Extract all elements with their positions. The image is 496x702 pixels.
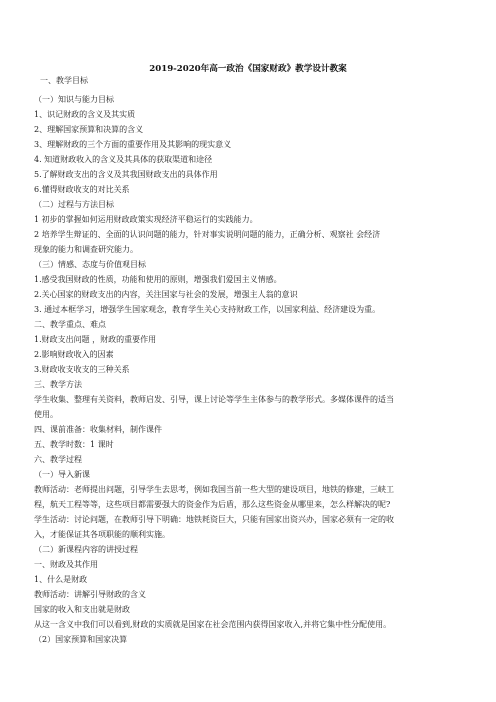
paragraph-line: 学生活动：讨论问题，在教师引导下明确：地铁耗资巨大，只能有国家出资兴办，国家必须有一定的收 [34, 515, 394, 524]
section-heading: 一、财政及其作用 [34, 560, 98, 569]
section-heading: 六、教学过程 [34, 455, 82, 464]
list-item: 1.感受我国财政的性质，功能和使用的原则，增强我们爱国主义情感。 [34, 275, 282, 284]
paragraph-line: 从这一含义中我们可以看到,财政的实质就是国家在社会范围内获得国家收入,并将它集中性分配使用。 [34, 620, 392, 629]
list-item: 1.财政支出问题 ，财政的重要作用 [34, 335, 157, 344]
list-item: 1、识记财政的含义及其实质 [34, 110, 136, 119]
paragraph-line: 现象的能力和调查研究能力。 [34, 245, 138, 254]
list-item: 3. 通过本框学习，增强学生国家观念，教育学生关心支持财政工作，以国家利益、经济建设为重。 [34, 305, 381, 314]
section-heading: 一、教学目标 [40, 76, 88, 85]
paragraph-line: 使用。 [34, 410, 58, 419]
list-item: 2.影响财政收入的因素 [34, 350, 114, 359]
section-heading: 五、教学时数：1 课时 [34, 440, 114, 449]
subsection-heading: （2）国家预算和国家决算 [34, 635, 128, 644]
section-heading: 三、教学方法 [34, 380, 82, 389]
list-item: 1 初步的掌握如何运用财政政策实现经济平稳运行的实践能力。 [34, 215, 258, 224]
list-item: 1、什么是财政 [34, 575, 88, 584]
paragraph-line: 学生收集、整理有关资料，教师启发、引导，课上讨论等学生主体参与的教学形式。多媒体课件的适当 [34, 395, 394, 404]
list-item: 2.关心国家的财政支出的内容，关注国家与社会的发展，增强主人翁的意识 [34, 290, 298, 299]
list-item: 4. 知道财政收入的含义及其具体的获取渠道和途径 [34, 155, 213, 164]
list-item: 3、理解财政的三个方面的重要作用及其影响的现实意义 [34, 140, 232, 149]
list-item: 5.了解财政支出的含义及其我国财政支出的具体作用 [34, 170, 218, 179]
paragraph-line: 教师活动：老师提出问题，引导学生去思考，例如我国当前一些大型的建设项目，地铁的修建，三峡工 [34, 485, 394, 494]
list-item: 2、理解国家预算和决算的含义 [34, 125, 144, 134]
paragraph-line: 教师活动：讲解引导财政的含义 [34, 590, 146, 599]
document-title: 2019-2020年高一政治《国家财政》教学设计教案 [149, 64, 347, 74]
paragraph-line: 国家的收入和支出就是财政 [34, 605, 130, 614]
subsection-heading: （三）情感、态度与价值观目标 [34, 260, 146, 269]
list-item: 2 培养学生辩证的、全面的认识问题的能力，针对事实说明问题的能力，正确分析、观察社 会经济 [34, 230, 381, 239]
list-item: 3.财政收支收支的三种关系 [34, 365, 130, 374]
subsection-heading: （二）过程与方法目标 [34, 200, 114, 209]
subsection-heading: （一）导入新课 [34, 470, 90, 479]
paragraph-line: 程，航天工程等等，这些项目都需要强大的资金作为后盾，那么这些资金从哪里来，怎么样解决的呢? [34, 500, 391, 509]
subsection-heading: （一）知识与能力目标 [34, 95, 114, 104]
paragraph-line: 入，才能保证其各项职能的顺利实施。 [34, 530, 170, 539]
section-heading: 二、教学重点、难点 [34, 320, 106, 329]
subsection-heading: （二）新课程内容的讲授过程 [34, 545, 138, 554]
section-heading: 四、课前准备：收集材料，制作课件 [34, 425, 162, 434]
list-item: 6.懂得财政收支的对比关系 [34, 185, 130, 194]
